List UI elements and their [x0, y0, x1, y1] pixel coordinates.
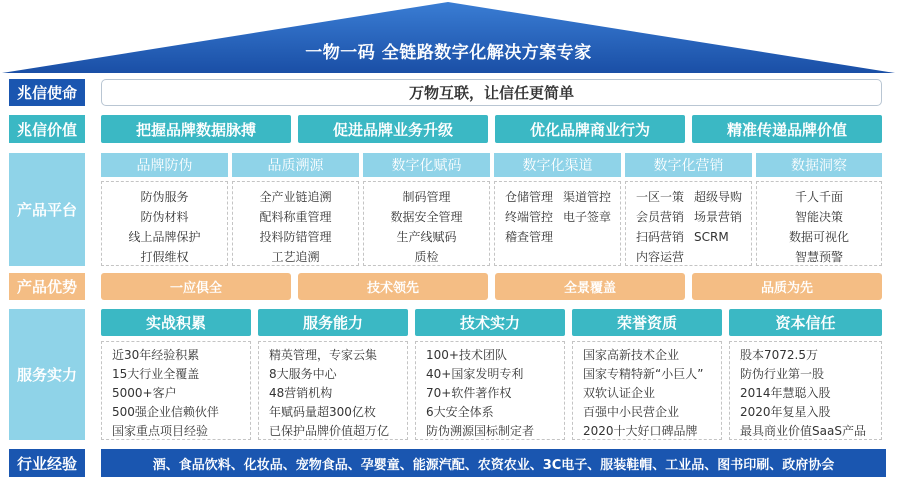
service-items — [572, 341, 722, 440]
platform-item: SCRM — [694, 230, 729, 244]
platform-item: 智能决策 — [794, 210, 843, 224]
row-label-service: 服务实力 — [9, 309, 85, 440]
service-item: 8大服务中心 — [269, 367, 337, 381]
platform-item: 打假维权 — [140, 250, 189, 264]
service-item: 股本7072.5万 — [740, 348, 818, 362]
service-item: 2020十大好口碑品牌 — [583, 424, 698, 438]
platform-item: 投料防错管理 — [259, 230, 332, 244]
service-title: 实战积累 — [101, 309, 251, 336]
platform-item: 千人千面 — [794, 190, 843, 204]
advantage-item: 一应俱全 — [101, 273, 291, 300]
service-title: 技术实力 — [415, 309, 565, 336]
service-item: 百强中小民营企业 — [583, 405, 680, 419]
industry-list: 酒、食品饮料、化妆品、宠物食品、孕婴童、能源汽配、农资农业、3C电子、服装鞋帽、工业品、图书印刷、政府协会 — [101, 449, 886, 477]
service-items — [729, 341, 882, 440]
row-label-advantages: 产品优势 — [9, 273, 85, 300]
advantage-item: 全景覆盖 — [495, 273, 685, 300]
platform-items — [232, 181, 359, 266]
platform-item: 场景营销 — [694, 210, 743, 224]
service-item: 100+技术团队 — [426, 348, 507, 362]
service-item: 70+软件著作权 — [426, 386, 512, 400]
service-item: 双软认证企业 — [583, 386, 656, 400]
platform-item: 仓储管理 — [505, 190, 554, 204]
service-item: 40+国家发明专利 — [426, 367, 524, 381]
platform-title: 数字化渠道 — [494, 153, 621, 177]
platform-item: 终端管控 — [505, 210, 554, 224]
mission-statement: 万物互联，让信任更简单 — [101, 79, 882, 106]
service-items — [101, 341, 251, 440]
platform-item: 内容运营 — [636, 250, 685, 264]
platform-item: 会员营销 — [636, 210, 685, 224]
service-title: 荣誉资质 — [572, 309, 722, 336]
platform-item: 智慧预警 — [794, 250, 843, 264]
platform-items — [756, 181, 882, 266]
service-item: 2014年慧聪入股 — [740, 386, 831, 400]
value-item: 优化品牌商业行为 — [495, 115, 685, 143]
row-label-industry: 行业经验 — [9, 449, 85, 477]
roof-title: 一物一码 全链路数字化解决方案专家 — [305, 43, 592, 63]
platform-item: 电子签章 — [563, 210, 612, 224]
platform-items — [625, 181, 752, 266]
platform-title: 数据洞察 — [756, 153, 882, 177]
platform-item: 线上品牌保护 — [128, 230, 201, 244]
value-item: 促进品牌业务升级 — [298, 115, 488, 143]
service-item: 已保护品牌价值超万亿 — [269, 424, 390, 438]
service-title: 服务能力 — [258, 309, 408, 336]
platform-item: 一区一策 — [636, 190, 685, 204]
advantage-item: 技术领先 — [298, 273, 488, 300]
platform-item: 扫码营销 — [636, 230, 685, 244]
platform-item: 工艺追溯 — [271, 250, 320, 264]
service-items — [258, 341, 408, 440]
value-item: 把握品牌数据脉搏 — [101, 115, 291, 143]
platform-items — [494, 181, 621, 266]
service-item: 近30年经验积累 — [112, 348, 200, 362]
platform-item: 质检 — [414, 250, 439, 264]
platform-item: 配料称重管理 — [259, 210, 332, 224]
advantage-item: 品质为先 — [692, 273, 882, 300]
platform-items — [101, 181, 228, 266]
service-item: 6大安全体系 — [426, 405, 494, 419]
row-label-values: 兆信价值 — [9, 115, 85, 143]
service-item: 防伪行业第一股 — [740, 367, 825, 381]
service-item: 国家高新技术企业 — [583, 348, 680, 362]
platform-item: 全产业链追溯 — [259, 190, 332, 204]
platform-item: 渠道管控 — [563, 190, 612, 204]
service-item: 15大行业全覆盖 — [112, 367, 200, 381]
platform-item: 防伪材料 — [140, 210, 189, 224]
service-item: 年赋码量超300亿枚 — [269, 405, 376, 419]
platform-title: 数字化营销 — [625, 153, 752, 177]
value-item: 精准传递品牌价值 — [692, 115, 882, 143]
service-title: 资本信任 — [729, 309, 882, 336]
service-item: 防伪溯源国标制定者 — [426, 424, 535, 438]
platform-item: 数据安全管理 — [390, 210, 463, 224]
service-item: 5000+客户 — [112, 386, 177, 400]
service-items — [415, 341, 565, 440]
platform-item: 生产线赋码 — [396, 230, 457, 244]
platform-item: 制码管理 — [402, 190, 451, 204]
row-label-mission: 兆信使命 — [9, 79, 85, 106]
service-item: 国家重点项目经验 — [112, 424, 209, 438]
service-item: 500强企业信赖伙伴 — [112, 405, 219, 419]
platform-item: 防伪服务 — [140, 190, 189, 204]
platform-item: 稽查管理 — [505, 230, 554, 244]
platform-title: 数字化赋码 — [363, 153, 490, 177]
service-item: 48营销机构 — [269, 386, 333, 400]
service-item: 最具商业价值SaaS产品 — [740, 424, 866, 438]
platform-title: 品质溯源 — [232, 153, 359, 177]
platform-items — [363, 181, 490, 266]
row-label-platform: 产品平台 — [9, 153, 85, 266]
platform-item: 数据可视化 — [788, 230, 849, 244]
platform-title: 品牌防伪 — [101, 153, 228, 177]
service-item: 国家专精特新“小巨人” — [583, 367, 704, 381]
service-item: 精英管理，专家云集 — [269, 348, 378, 362]
service-item: 2020年复星入股 — [740, 405, 831, 419]
platform-item: 超级导购 — [694, 190, 743, 204]
